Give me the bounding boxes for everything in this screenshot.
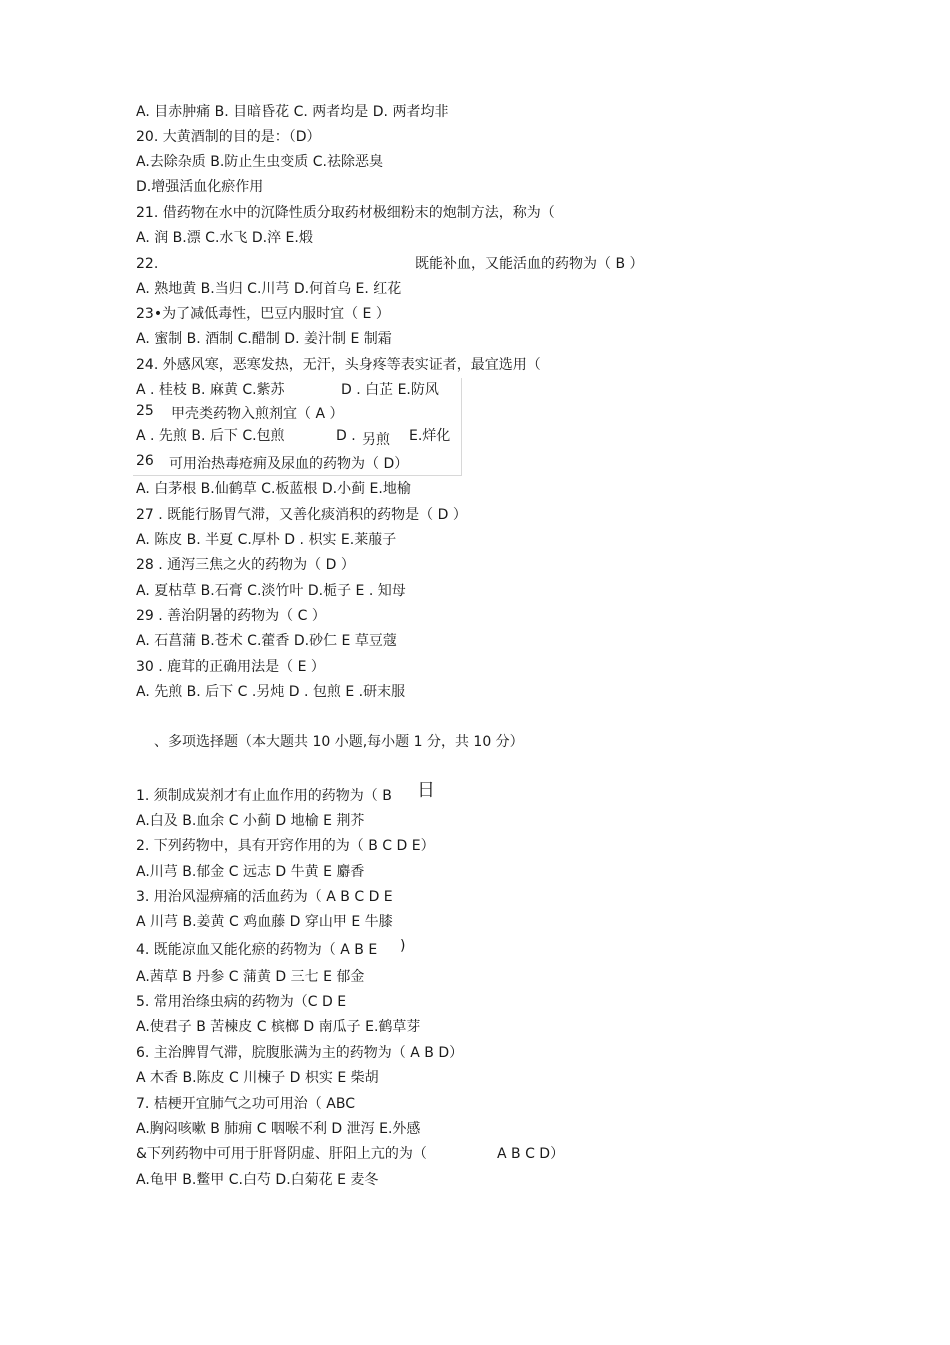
q26-number: 26 — [136, 453, 154, 469]
q24-options-a: A . 桂枝 B. 麻黄 C.紫苏 — [136, 382, 285, 398]
q24-options-b: D . 白芷 E.防风 — [341, 382, 439, 398]
q19-options: A. 目赤肿痛 B. 目暗昏花 C. 两者均是 D. 两者均非 — [136, 104, 449, 120]
q28-options: A. 夏枯草 B.石膏 C.淡竹叶 D.栀子 E . 知母 — [136, 583, 406, 599]
m5-options: A.使君子 B 苦楝皮 C 槟榔 D 南瓜子 E.鹤草芽 — [136, 1019, 421, 1035]
q28-question: 28 . 通泻三焦之火的药物为（ D ） — [136, 557, 355, 573]
q25-options-e: E.烊化 — [409, 428, 451, 444]
q30-question: 30 . 鹿茸的正确用法是（ E ） — [136, 659, 325, 675]
q21-options: A. 润 B.漂 C.水飞 D.淬 E.煅 — [136, 230, 313, 246]
q25-options-a: A . 先煎 B. 后下 C.包煎 — [136, 428, 285, 444]
m7-question: 7. 桔梗开宜肺气之功可用治（ ABC — [136, 1096, 355, 1112]
m8-question: &下列药物中可用于肝肾阴虚、肝阳上亢的为（ — [136, 1146, 427, 1162]
m4-options: A.茜草 B 丹参 C 蒲黄 D 三七 E 郁金 — [136, 969, 365, 985]
q26-options: A. 白茅根 B.仙鹤草 C.板蓝根 D.小蓟 E.地榆 — [136, 481, 411, 497]
m6-options: A 木香 B.陈皮 C 川楝子 D 枳实 E 柴胡 — [136, 1070, 379, 1086]
q20-options-2: D.增强活血化瘀作用 — [136, 179, 264, 195]
q21-question: 21. 借药物在水中的沉降性质分取药材极细粉末的炮制方法，称为（ — [136, 205, 555, 221]
q29-question: 29 . 善治阴暑的药物为（ C ） — [136, 608, 326, 624]
q27-question: 27 . 既能行肠胃气滞，又善化痰消积的药物是（ D ） — [136, 507, 467, 523]
m8-answer: A B C D） — [497, 1146, 565, 1162]
m1-symbol: 日 — [417, 780, 435, 801]
q20-options-1: A.去除杂质 B.防止生虫变质 C.祛除恶臭 — [136, 154, 383, 170]
q26-question: 可用治热毒疮痈及尿血的药物为（ D） — [169, 456, 409, 472]
m8-options: A.龟甲 B.鳖甲 C.白芍 D.白菊花 E 麦冬 — [136, 1172, 379, 1188]
m5-question: 5. 常用治绦虫病的药物为（C D E — [136, 994, 347, 1010]
q22-question: 既能补血，又能活血的药物为（ B ） — [415, 256, 644, 272]
m4-question: 4. 既能凉血又能化瘀的药物为（ A B E — [136, 942, 378, 958]
m1-question: 1. 须制成炭剂才有止血作用的药物为（ B — [136, 788, 392, 804]
q25-number: 25 — [136, 403, 154, 419]
q29-options: A. 石菖蒲 B.苍术 C.藿香 D.砂仁 E 草豆蔻 — [136, 633, 397, 649]
q25-options-d-text: 另煎 — [362, 432, 390, 448]
q25-options-d: D . — [336, 428, 356, 444]
q30-options: A. 先煎 B. 后下 C .另炖 D . 包煎 E .研末服 — [136, 684, 406, 700]
m2-options: A.川芎 B.郁金 C 远志 D 牛黄 E 麝香 — [136, 864, 365, 880]
q20-question: 20. 大黄酒制的目的是：（D） — [136, 129, 321, 145]
q23-question: 23•为了减低毒性，巴豆内服时宜（ E ） — [136, 306, 390, 322]
section-heading-multiple-choice: 、多项选择题（本大题共 10 小题,每小题 1 分，共 10 分） — [154, 734, 524, 750]
m2-question: 2. 下列药物中，具有开窍作用的为（ B C D E） — [136, 838, 435, 854]
q22-number: 22. — [136, 256, 159, 272]
q27-options: A. 陈皮 B. 半夏 C.厚朴 D . 枳实 E.莱菔子 — [136, 532, 397, 548]
q23-options: A. 蜜制 B. 酒制 C.醋制 D. 姜汁制 E 制霜 — [136, 331, 392, 347]
q22-options: A. 熟地黄 B.当归 C.川芎 D.何首乌 E. 红花 — [136, 281, 402, 297]
m3-options: A 川芎 B.姜黄 C 鸡血藤 D 穿山甲 E 牛膝 — [136, 914, 393, 930]
m7-options: A.胸闷咳嗽 B 肺痈 C 咽喉不利 D 泄泻 E.外感 — [136, 1121, 421, 1137]
q25-question: 甲壳类药物入煎剂宜（ A ） — [171, 406, 344, 422]
m1-options: A.白及 B.血余 C 小蓟 D 地榆 E 荆芥 — [136, 813, 365, 829]
q24-question: 24. 外感风寒，恶寒发热，无汗，头身疼等表实证者，最宜选用（ — [136, 357, 541, 373]
m6-question: 6. 主治脾胃气滞，脘腹胀满为主的药物为（ A B D） — [136, 1045, 464, 1061]
m4-paren: ) — [400, 938, 406, 954]
m3-question: 3. 用治风湿痹痛的活血药为（ A B C D E — [136, 889, 393, 905]
